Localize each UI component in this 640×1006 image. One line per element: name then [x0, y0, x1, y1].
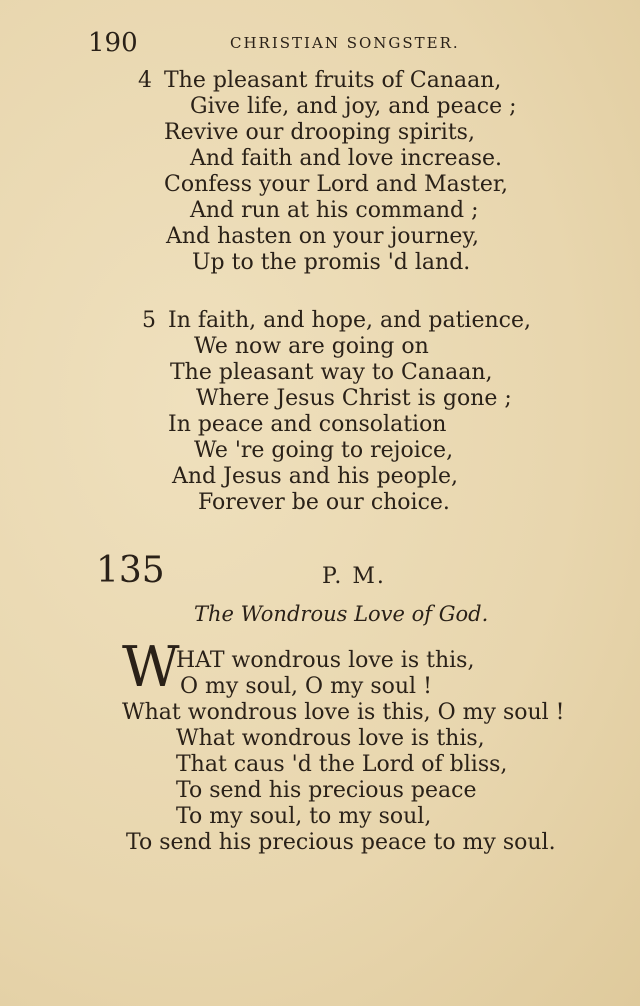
hymn-meter: P. M. [322, 564, 386, 589]
stanza5-line-5: In peace and consolation [168, 412, 447, 437]
stanza4-line-5: Confess your Lord and Master, [164, 172, 509, 197]
hymn-line-2: O my soul, O my soul ! [180, 674, 432, 699]
hymn-line-5: That caus 'd the Lord of bliss, [176, 752, 508, 777]
stanza5-line-3: The pleasant way to Canaan, [170, 360, 493, 385]
page-number: 190 [88, 28, 138, 58]
stanza4-line-2: Give life, and joy, and peace ; [190, 94, 517, 119]
hymn-line-8: To send his precious peace to my soul. [126, 830, 556, 855]
drop-cap: W [122, 635, 180, 700]
stanza5-line-1: In faith, and hope, and patience, [168, 308, 531, 333]
stanza5-line-2: We now are going on [194, 334, 429, 359]
stanza5-line-8: Forever be our choice. [198, 490, 450, 515]
hymn-number: 135 [96, 550, 165, 591]
stanza-number-4: 4 [138, 68, 152, 93]
stanza4-line-7: And hasten on your journey, [166, 224, 479, 249]
stanza-number-5: 5 [142, 308, 156, 333]
stanza4-line-8: Up to the promis 'd land. [192, 250, 471, 275]
stanza5-line-6: We 're going to rejoice, [194, 438, 454, 463]
hymn-line-4: What wondrous love is this, [176, 726, 485, 751]
stanza5-line-7: And Jesus and his people, [172, 464, 459, 489]
hymn-line-1: HAT wondrous love is this, [176, 648, 475, 673]
stanza4-line-1: The pleasant fruits of Canaan, [164, 68, 502, 93]
hymn-line-6: To send his precious peace [176, 778, 477, 803]
stanza4-line-4: And faith and love increase. [190, 146, 502, 171]
stanza5-line-4: Where Jesus Christ is gone ; [196, 386, 512, 411]
hymn-line-3: What wondrous love is this, O my soul ! [122, 700, 565, 725]
hymn-title: The Wondrous Love of God. [194, 602, 489, 626]
hymn-line-7: To my soul, to my soul, [176, 804, 432, 829]
stanza4-line-6: And run at his command ; [190, 198, 479, 223]
running-title: CHRISTIAN SONGSTER. [230, 34, 460, 52]
stanza4-line-3: Revive our drooping spirits, [164, 120, 475, 145]
